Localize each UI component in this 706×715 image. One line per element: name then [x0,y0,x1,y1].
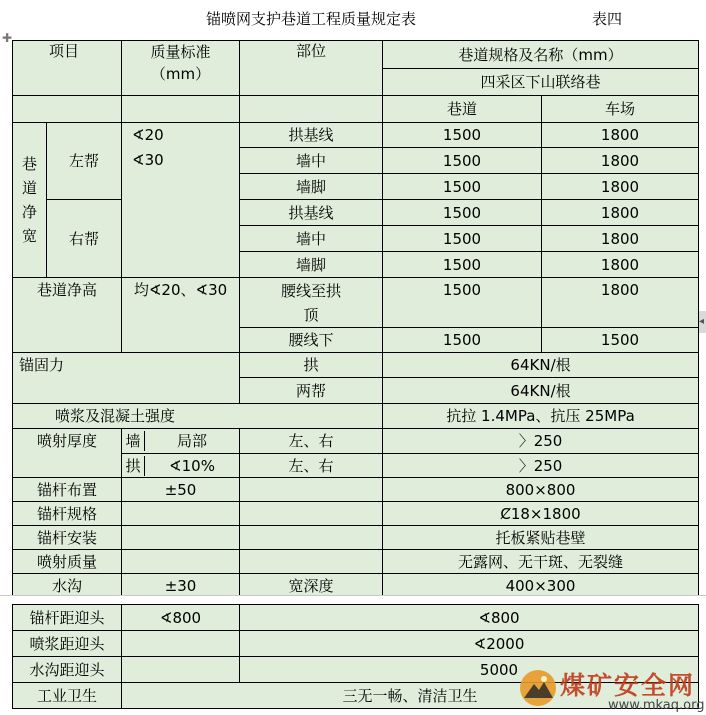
header-spec: 巷道规格及名称（mm） [383,41,699,69]
part-cell: 拱 [240,353,383,378]
net-height-label: 巷道净高 [13,278,122,353]
right-side-label: 右帮 [47,200,122,278]
std-value-2: ∢30 [132,151,164,169]
anchor-force-label: 锚固力 [13,353,240,404]
part-cell: 拱基线 [240,123,383,148]
value-cell: 1500 [383,226,542,252]
value-cell: 64KN/根 [383,353,699,378]
misc-value: 无露网、无干斑、无裂缝 [383,550,699,574]
value-cell: 〉250 [383,454,699,478]
misc-value: 800×800 [383,478,699,502]
part-cell: 左、右 [240,454,383,478]
header-standard-unit: （mm） [150,65,211,83]
watermark-url: www.mkaq.org [608,698,705,713]
value-cell: 1800 [542,252,699,278]
header-col-yard: 车场 [542,96,699,123]
std-value-1: ∢20 [132,126,164,144]
part-cell: 腰线至拱顶 [240,278,383,328]
misc-part: 宽深度 [240,574,383,599]
header-item: 项目 [13,41,122,96]
blank-cell [240,96,383,123]
lower-label: 水沟距迎头 [13,657,122,683]
net-width-group-label: 巷道净宽 [13,123,47,278]
part-cell: 墙脚 [240,252,383,278]
value-cell: 1500 [383,328,542,353]
net-height-standard: 均∢20、∢30 [122,278,240,353]
lower-standard: ∢800 [122,605,240,631]
value-cell: 1800 [542,226,699,252]
lower-standard [122,631,240,657]
watermark-text: 煤矿安全网 [560,671,696,700]
header-location: 四采区下山联络巷 [383,69,699,96]
misc-part [240,526,383,550]
lower-value: ∢2000 [240,631,699,657]
net-width-standard [122,123,240,278]
thickness-label: 喷射厚度 [13,429,122,478]
misc-value: Ȼ18×1800 [383,502,699,526]
value-cell: 1500 [383,200,542,226]
misc-standard: ±50 [122,478,240,502]
header-part: 部位 [240,41,383,96]
misc-label: 水沟 [13,574,122,599]
value-cell: 1800 [542,174,699,200]
lower-standard [122,657,240,683]
thickness-sub-cell [122,454,240,478]
value-cell: 64KN/根 [383,378,699,404]
local-standard: ∢10% [169,456,215,475]
misc-standard [122,502,240,526]
misc-standard [122,550,240,574]
mine-logo-icon [520,670,556,706]
misc-part [240,502,383,526]
part-cell: 拱基线 [240,200,383,226]
wall-label: 墙 [122,431,145,451]
hygiene-value: 三无一畅、清洁卫生 [122,683,699,709]
left-side-label: 左帮 [47,123,122,200]
value-cell: 1500 [383,148,542,174]
misc-label: 喷射质量 [13,550,122,574]
watermark [520,664,706,715]
local-label: 局部 [177,432,208,450]
expand-arrow-icon[interactable]: ◂ [697,311,706,333]
value-cell: 1500 [383,278,542,328]
misc-value: 400×300 [383,574,699,599]
misc-part [240,550,383,574]
value-cell: 1500 [542,328,699,353]
lower-label: 喷浆距迎头 [13,631,122,657]
misc-label: 锚杆安装 [13,526,122,550]
misc-part [240,478,383,502]
lower-value: ∢800 [240,605,699,631]
header-standard [122,41,240,96]
value-cell: 1800 [542,148,699,174]
value-cell: 1500 [383,252,542,278]
value-cell: 1500 [383,174,542,200]
header-col-roadway: 巷道 [383,96,542,123]
hygiene-label: 工业卫生 [13,683,122,709]
value-cell: 1500 [383,123,542,148]
value-cell: 1800 [542,278,699,328]
blank-cell [122,96,240,123]
part-cell: 两帮 [240,378,383,404]
strength-value: 抗拉 1.4MPa、抗压 25MPa [383,404,699,429]
value-cell: 〉250 [383,429,699,454]
value-cell: 1800 [542,123,699,148]
arch-label: 拱 [122,456,145,476]
part-cell: 墙中 [240,148,383,174]
blank-cell [13,96,122,123]
part-cell: 左、右 [240,429,383,454]
lower-label: 锚杆距迎头 [13,605,122,631]
table-number: 表四 [592,10,623,28]
misc-label: 锚杆布置 [13,478,122,502]
part-cell: 腰线下 [240,328,383,353]
part-cell: 墙中 [240,226,383,252]
part-cell: 墙脚 [240,174,383,200]
misc-label: 锚杆规格 [13,502,122,526]
header-standard-label: 质量标准 [150,43,211,61]
strength-label: 喷浆及混凝土强度 [13,404,383,429]
misc-standard [122,526,240,550]
misc-standard: ±30 [122,574,240,599]
lower-value: 5000 [240,657,699,683]
value-cell: 1800 [542,200,699,226]
quality-table [12,40,699,599]
document-title: 锚喷网支护巷道工程质量规定表 [206,10,417,28]
thickness-sub-cell [122,429,240,454]
misc-value: 托板紧贴巷壁 [383,526,699,550]
move-handle-icon[interactable]: ✚ [2,31,13,45]
